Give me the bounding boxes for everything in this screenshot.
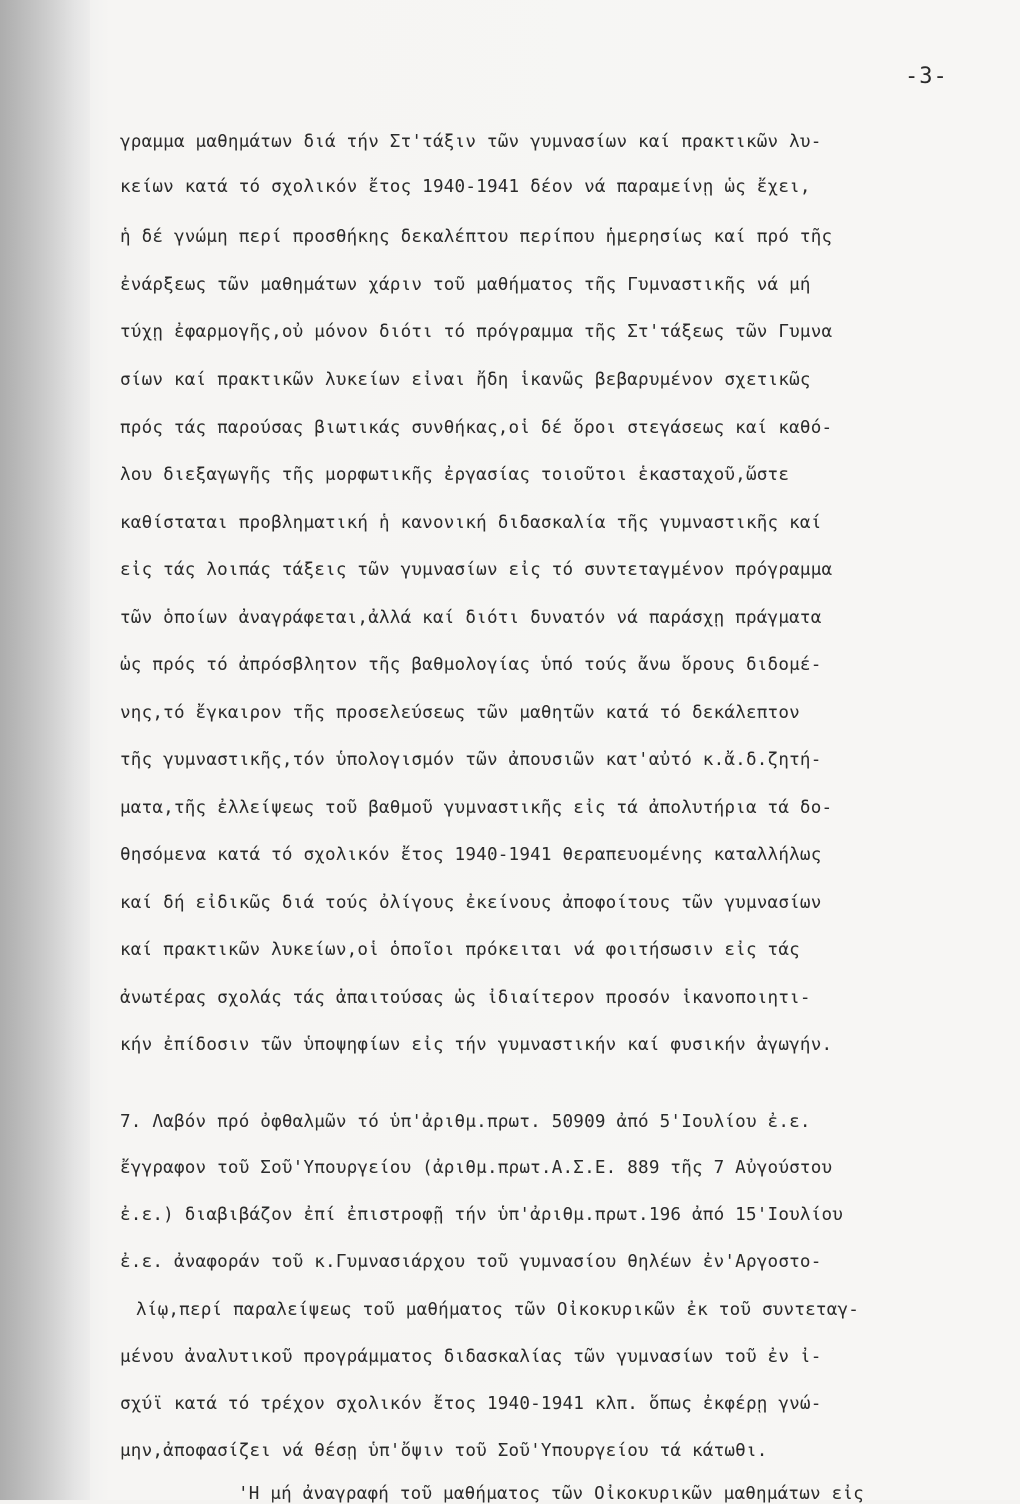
text-line: πρός τάς παρούσας βιωτικάς συνθήκας,οἱ δέ ὅροι στεγάσεως καί καθό-: [120, 418, 833, 438]
text-line: ματα,τῆς ἐλλείψεως τοῦ βαθμοῦ γυμναστικῆς εἰς τά ἀπολυτήρια τά δο-: [120, 798, 833, 818]
text-line: 7. Λαβόν πρό ὀφθαλμῶν τό ὑπ'ἀριθμ.πρωτ. 50909 ἀπό 5'Ιουλίου ἐ.ε.: [120, 1112, 811, 1132]
text-line: τῆς γυμναστικῆς,τόν ὑπολογισμόν τῶν ἀπουσιῶν κατ'αὐτό κ.ἄ.δ.ζητή-: [120, 750, 822, 770]
text-line: ἐνάρξεως τῶν μαθημάτων χάριν τοῦ μαθήματος τῆς Γυμναστικῆς νά μή: [120, 275, 811, 295]
text-line: κείων κατά τό σχολικόν ἔτος 1940-1941 δέον νά παραμείνῃ ὡς ἔχει,: [120, 177, 811, 197]
text-line: τύχῃ ἐφαρμογῆς,οὐ μόνον διότι τό πρόγραμμα τῆς Στ'τάξεως τῶν Γυμνα: [120, 322, 833, 342]
text-line: σίων καί πρακτικῶν λυκείων εἶναι ἤδη ἱκανῶς βεβαρυμένον σχετικῶς: [120, 370, 811, 390]
text-line: λίῳ,περί παραλείψεως τοῦ μαθήματος τῶν Οἰκοκυρικῶν ἐκ τοῦ συντεταγ-: [136, 1300, 860, 1320]
page-number: -3-: [905, 64, 948, 89]
text-line: ὡς πρός τό ἀπρόσβλητον τῆς βαθμολογίας ὑπό τούς ἄνω ὅρους διδομέ-: [120, 655, 822, 675]
text-line: θησόμενα κατά τό σχολικόν ἔτος 1940-1941 θεραπευομένης καταλλήλως: [120, 845, 822, 865]
text-line: 'Η μή ἀναγραφή τοῦ μαθήματος τῶν Οἰκοκυρικῶν μαθημάτων εἰς: [238, 1484, 864, 1504]
text-line: σχύϊ κατά τό τρέχον σχολικόν ἔτος 1940-1941 κλπ. ὅπως ἐκφέρῃ γνώ-: [120, 1394, 822, 1414]
text-line: ἔγγραφον τοῦ Σοῦ'Υπουργείου (ἀριθμ.πρωτ.Α.Σ.Ε. 889 τῆς 7 Αὐγούστου: [120, 1158, 833, 1178]
text-line: μην,ἀποφασίζει νά θέσῃ ὑπ'ὄψιν τοῦ Σοῦ'Υπουργείου τά κάτωθι.: [120, 1441, 768, 1461]
text-line: ἐ.ε.) διαβιβάζον ἐπί ἐπιστροφῇ τήν ὑπ'ἀριθμ.πρωτ.196 ἀπό 15'Ιουλίου: [120, 1205, 844, 1225]
text-line: τῶν ὁποίων ἀναγράφεται,ἀλλά καί διότι δυνατόν νά παράσχῃ πράγματα: [120, 608, 822, 628]
text-line: γραμμα μαθημάτων διά τήν Στ'τάξιν τῶν γυμνασίων καί πρακτικῶν λυ-: [120, 132, 822, 152]
text-line: λου διεξαγωγῆς τῆς μορφωτικῆς ἐργασίας τοιοῦτοι ἑκασταχοῦ,ὥστε: [120, 465, 790, 485]
text-line: νης,τό ἔγκαιρον τῆς προσελεύσεως τῶν μαθητῶν κατά τό δεκάλεπτον: [120, 703, 800, 723]
text-line: ἐ.ε. ἀναφοράν τοῦ κ.Γυμνασιάρχου τοῦ γυμνασίου θηλέων ἐν'Αργοστο-: [120, 1252, 822, 1272]
scan-shadow-edge: [0, 0, 90, 1500]
text-line: καί πρακτικῶν λυκείων,οἱ ὁποῖοι πρόκειται νά φοιτήσωσιν εἰς τάς: [120, 940, 800, 960]
text-line: εἰς τάς λοιπάς τάξεις τῶν γυμνασίων εἰς τό συντεταγμένον πρόγραμμα: [120, 560, 833, 580]
text-line: μένου ἀναλυτικοῦ προγράμματος διδασκαλίας τῶν γυμνασίων τοῦ ἐν ἰ-: [120, 1347, 822, 1367]
text-line: ἀνωτέρας σχολάς τάς ἀπαιτούσας ὡς ἰδιαίτερον προσόν ἱκανοποιητι-: [120, 988, 811, 1008]
text-line: καθίσταται προβληματική ἡ κανονική διδασκαλία τῆς γυμναστικῆς καί: [120, 513, 822, 533]
text-line: κήν ἐπίδοσιν τῶν ὑποψηφίων εἰς τήν γυμναστικήν καί φυσικήν ἀγωγήν.: [120, 1035, 833, 1055]
text-line: ἡ δέ γνώμη περί προσθήκης δεκαλέπτου περίπου ἡμερησίως καί πρό τῆς: [120, 227, 833, 247]
text-line: καί δή εἰδικῶς διά τούς ὀλίγους ἐκείνους ἀποφοίτους τῶν γυμνασίων: [120, 893, 822, 913]
